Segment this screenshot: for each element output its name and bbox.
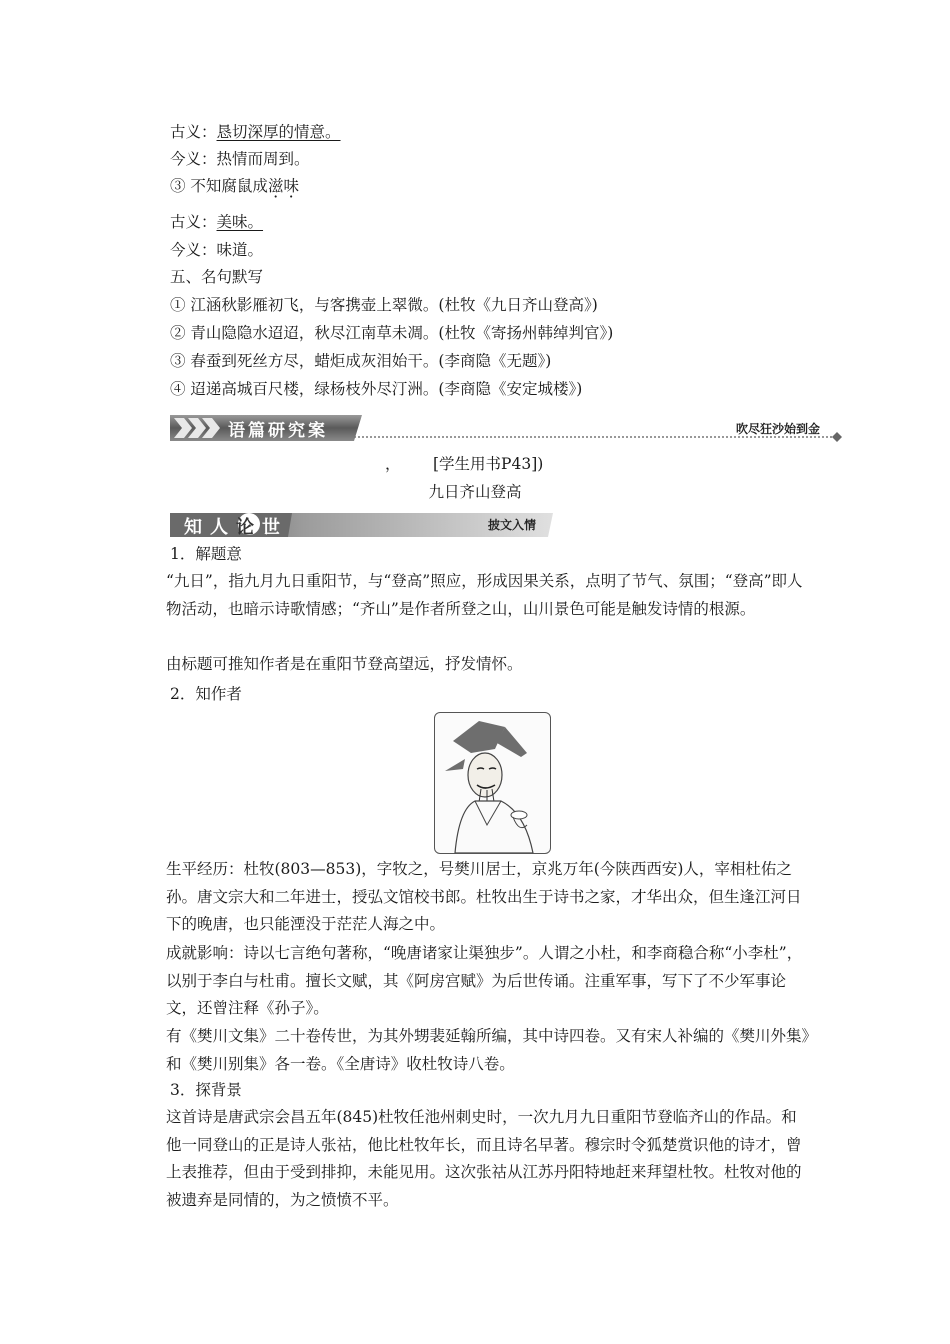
- item-3-line: [170, 175, 299, 197]
- banner-sub-char: 人: [210, 517, 236, 538]
- quote-item: ④ 迢递高城百尺楼，绿杨枝外尽汀洲。(李商隐《安定城楼》): [170, 380, 583, 398]
- banner-sub-char: 知: [184, 517, 210, 538]
- s3-heading: 3．探背景: [170, 1081, 242, 1099]
- section-banner-main: [170, 413, 842, 443]
- section-banner-sub: [170, 512, 553, 538]
- banner-main-slogan: 吹尽狂沙始到金: [736, 422, 821, 436]
- gu-label: 古义：: [170, 213, 217, 231]
- s2-heading: 2．知作者: [170, 685, 242, 703]
- section-5-title: 五、名句默写: [170, 268, 264, 286]
- gu-label: 古义：: [170, 123, 217, 141]
- gu-yi-line-2: [170, 211, 263, 233]
- banner-main-title: 语篇研究案: [228, 421, 328, 441]
- banner-sub-title: [184, 513, 288, 539]
- s2-works: [166, 1023, 810, 1078]
- banner-sub-char: 论: [236, 517, 262, 538]
- jin-yi-line-2: 今义：味道。: [170, 241, 264, 259]
- item-3-text: ③ 不知腐鼠成: [170, 177, 268, 195]
- s1-paragraph-1: [166, 568, 810, 623]
- s2-achievement: [166, 940, 810, 1023]
- quote-item: ③ 春蚕到死丝方尽，蜡炬成灰泪始干。(李商隐《无题》): [170, 352, 552, 370]
- dotted-char-zi: 滋: [267, 177, 284, 195]
- banner-sub-slogan: 披文入情: [488, 518, 537, 532]
- quote-item: ② 青山隐隐水迢迢，秋尽江南草未凋。(杜牧《寄扬州韩绰判官》): [170, 324, 614, 342]
- quote-item: ① 江涵秋影雁初飞，与客携壶上翠微。(杜牧《九日齐山登高》): [170, 296, 598, 314]
- s2-works-text: 有《樊川文集》二十卷传世，为其外甥裴延翰所编，其中诗四卷。又有宋人补编的《樊川外集》和《樊川别集》各一卷。《全唐诗》收杜牧诗八卷。: [166, 1027, 810, 1073]
- s1-heading: 1．解题意: [170, 545, 242, 563]
- s1-paragraph-2: 由标题可推知作者是在重阳节登高望远，抒发情怀。: [166, 655, 523, 673]
- dotted-char-wei: 味: [283, 177, 299, 195]
- du-mu-portrait: [434, 712, 551, 854]
- s3-paragraph: [166, 1104, 810, 1214]
- s2-achieve-text: 成就影响：诗以七言绝句著称，“晚唐诸家让渠独步”。人谓之小杜，和李商稳合称“小李杜”，以别于李白与杜甫。擅长文赋，其《阿房宫赋》为后世传诵。注重军事，写下了不少军事论文，还曾注释《孙子》。: [166, 944, 803, 1017]
- s3-p1-text: 这首诗是唐武宗会昌五年(845)杜牧任池州刺史时，一次九月九日重阳节登临齐山的作品。和他一同登山的正是诗人张祜，他比杜牧年长，而且诗名早著。穆宗时令狐楚赏识他的诗才，曾上表推荐，但由于受到排抑，未能见用。这次张祜从江苏丹阳特地赶来拜望杜牧。杜牧对他的被遗弃是同情的，为之愤愤不平。: [166, 1108, 802, 1209]
- gu-yi-line-1: [170, 121, 341, 143]
- portrait-image: [435, 713, 550, 853]
- s2-life: [166, 856, 810, 939]
- poem-title: 九日齐山登高: [428, 483, 522, 501]
- s2-life-text: 生平经历：杜牧(803—853)，字牧之，号樊川居士，京兆万年(今陕西西安)人，宰相杜佑之孙。唐文宗大和二年进士，授弘文馆校书郎。杜牧出生于诗书之家，才华出众，但生逢江河日下的晚唐，也只能湮没于茫茫人海之中。: [166, 860, 802, 933]
- gu-yi-answer-2: 美味。: [216, 213, 264, 231]
- banner-sub-char: 世: [262, 517, 288, 538]
- gu-yi-answer-1: 恳切深厚的情意。: [216, 123, 341, 141]
- s1-p1-text: “九日”，指九月九日重阳节，与“登高”照应，形成因果关系，点明了节气、氛围；“登高”即人物活动，也暗示诗歌情感；“齐山”是作者所登之山，山川景色可能是触发诗情的根源。: [166, 572, 803, 618]
- ref-text: [学生用书P43]): [433, 455, 544, 473]
- ref-comma: ，: [385, 455, 401, 473]
- jin-yi-line-1: 今义：热情而周到。: [170, 150, 310, 168]
